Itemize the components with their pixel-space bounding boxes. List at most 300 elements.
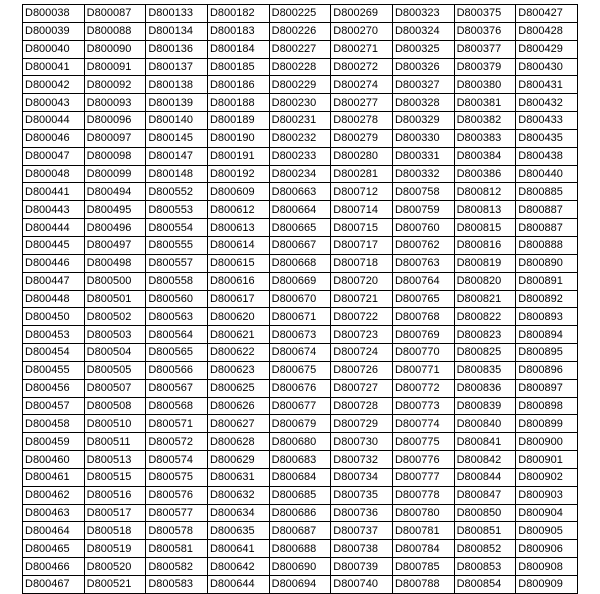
table-cell: D800377 <box>454 40 516 58</box>
table-cell: D800616 <box>207 272 269 290</box>
table-cell: D800729 <box>331 415 393 433</box>
table-cell: D800097 <box>84 129 146 147</box>
table-row <box>23 112 578 130</box>
table-cell: D800822 <box>454 308 516 326</box>
table-cell: D800088 <box>84 22 146 40</box>
table-row <box>23 576 578 594</box>
table-row <box>23 397 578 415</box>
table-cell: D800739 <box>331 558 393 576</box>
table-row <box>23 254 578 272</box>
table-cell: D800230 <box>269 94 331 112</box>
table-cell: D800093 <box>84 94 146 112</box>
table-cell: D800270 <box>331 22 393 40</box>
table-cell: D800558 <box>146 272 208 290</box>
table-cell: D800096 <box>84 112 146 130</box>
table-cell: D800684 <box>269 468 331 486</box>
table-cell: D800384 <box>454 147 516 165</box>
table-cell: D800513 <box>84 451 146 469</box>
table-cell: D800560 <box>146 290 208 308</box>
table-cell: D800147 <box>146 147 208 165</box>
table-cell: D800763 <box>392 254 454 272</box>
table-cell: D800819 <box>454 254 516 272</box>
table-cell: D800232 <box>269 129 331 147</box>
table-cell: D800515 <box>84 468 146 486</box>
table-cell: D800732 <box>331 451 393 469</box>
table-cell: D800785 <box>392 558 454 576</box>
table-row <box>23 468 578 486</box>
table-cell: D800450 <box>23 308 85 326</box>
table-row <box>23 94 578 112</box>
table-cell: D800568 <box>146 397 208 415</box>
table-cell: D800683 <box>269 451 331 469</box>
table-cell: D800453 <box>23 326 85 344</box>
table-cell: D800677 <box>269 397 331 415</box>
table-cell: D800895 <box>516 344 578 362</box>
table-cell: D800571 <box>146 415 208 433</box>
table-cell: D800825 <box>454 344 516 362</box>
table-cell: D800736 <box>331 504 393 522</box>
table-cell: D800500 <box>84 272 146 290</box>
table-cell: D800670 <box>269 290 331 308</box>
table-cell: D800893 <box>516 308 578 326</box>
table-cell: D800448 <box>23 290 85 308</box>
table-cell: D800137 <box>146 58 208 76</box>
table-cell: D800554 <box>146 219 208 237</box>
table-row <box>23 486 578 504</box>
table-row <box>23 558 578 576</box>
table-row <box>23 290 578 308</box>
table-cell: D800092 <box>84 76 146 94</box>
table-cell: D800835 <box>454 361 516 379</box>
table-cell: D800887 <box>516 219 578 237</box>
table-cell: D800614 <box>207 236 269 254</box>
table-cell: D800381 <box>454 94 516 112</box>
table-cell: D800553 <box>146 201 208 219</box>
table-cell: D800191 <box>207 147 269 165</box>
table-cell: D800494 <box>84 183 146 201</box>
table-cell: D800040 <box>23 40 85 58</box>
table-cell: D800226 <box>269 22 331 40</box>
table-cell: D800507 <box>84 379 146 397</box>
table-cell: D800609 <box>207 183 269 201</box>
table-cell: D800430 <box>516 58 578 76</box>
table-cell: D800903 <box>516 486 578 504</box>
table-cell: D800760 <box>392 219 454 237</box>
table-cell: D800900 <box>516 433 578 451</box>
table-cell: D800145 <box>146 129 208 147</box>
table-cell: D800386 <box>454 165 516 183</box>
table-cell: D800091 <box>84 58 146 76</box>
table-cell: D800622 <box>207 344 269 362</box>
table-cell: D800898 <box>516 397 578 415</box>
table-cell: D800836 <box>454 379 516 397</box>
table-cell: D800815 <box>454 219 516 237</box>
table-cell: D800432 <box>516 94 578 112</box>
table-cell: D800433 <box>516 112 578 130</box>
table-cell: D800582 <box>146 558 208 576</box>
table-row <box>23 147 578 165</box>
table-cell: D800758 <box>392 183 454 201</box>
table-cell: D800087 <box>84 5 146 23</box>
table-cell: D800274 <box>331 76 393 94</box>
table-cell: D800717 <box>331 236 393 254</box>
table-cell: D800331 <box>392 147 454 165</box>
table-cell: D800279 <box>331 129 393 147</box>
table-cell: D800464 <box>23 522 85 540</box>
table-cell: D800897 <box>516 379 578 397</box>
table-cell: D800139 <box>146 94 208 112</box>
table-row <box>23 183 578 201</box>
table-cell: D800769 <box>392 326 454 344</box>
table-cell: D800687 <box>269 522 331 540</box>
table-cell: D800272 <box>331 58 393 76</box>
table-cell: D800724 <box>331 344 393 362</box>
table-cell: D800462 <box>23 486 85 504</box>
table-cell: D800441 <box>23 183 85 201</box>
table-cell: D800503 <box>84 326 146 344</box>
table-cell: D800851 <box>454 522 516 540</box>
table-cell: D800186 <box>207 76 269 94</box>
table-cell: D800227 <box>269 40 331 58</box>
table-cell: D800190 <box>207 129 269 147</box>
table-cell: D800686 <box>269 504 331 522</box>
table-cell: D800663 <box>269 183 331 201</box>
table-cell: D800577 <box>146 504 208 522</box>
table-cell: D800625 <box>207 379 269 397</box>
table-cell: D800850 <box>454 504 516 522</box>
table-cell: D800644 <box>207 576 269 594</box>
table-cell: D800098 <box>84 147 146 165</box>
table-cell: D800778 <box>392 486 454 504</box>
table-cell: D800628 <box>207 433 269 451</box>
table-cell: D800445 <box>23 236 85 254</box>
table-cell: D800612 <box>207 201 269 219</box>
table-cell: D800723 <box>331 326 393 344</box>
table-cell: D800225 <box>269 5 331 23</box>
table-cell: D800133 <box>146 5 208 23</box>
table-row <box>23 236 578 254</box>
table-row <box>23 451 578 469</box>
table-cell: D800508 <box>84 397 146 415</box>
table-cell: D800740 <box>331 576 393 594</box>
table-cell: D800498 <box>84 254 146 272</box>
table-cell: D800847 <box>454 486 516 504</box>
table-cell: D800679 <box>269 415 331 433</box>
table-cell: D800047 <box>23 147 85 165</box>
table-cell: D800278 <box>331 112 393 130</box>
table-row <box>23 540 578 558</box>
table-cell: D800443 <box>23 201 85 219</box>
table-cell: D800771 <box>392 361 454 379</box>
table-cell: D800229 <box>269 76 331 94</box>
table-cell: D800680 <box>269 433 331 451</box>
table-cell: D800465 <box>23 540 85 558</box>
table-cell: D800768 <box>392 308 454 326</box>
table-cell: D800581 <box>146 540 208 558</box>
table-cell: D800821 <box>454 290 516 308</box>
table-cell: D800382 <box>454 112 516 130</box>
table-cell: D800555 <box>146 236 208 254</box>
table-cell: D800376 <box>454 22 516 40</box>
table-cell: D800134 <box>146 22 208 40</box>
table-cell: D800231 <box>269 112 331 130</box>
table-row <box>23 344 578 362</box>
table-cell: D800048 <box>23 165 85 183</box>
table-cell: D800043 <box>23 94 85 112</box>
table-cell: D800620 <box>207 308 269 326</box>
table-cell: D800735 <box>331 486 393 504</box>
table-cell: D800738 <box>331 540 393 558</box>
table-row <box>23 433 578 451</box>
table-cell: D800676 <box>269 379 331 397</box>
table-cell: D800039 <box>23 22 85 40</box>
table-cell: D800438 <box>516 147 578 165</box>
table-cell: D800675 <box>269 361 331 379</box>
document-id-table <box>22 4 578 594</box>
table-row <box>23 379 578 397</box>
table-cell: D800431 <box>516 76 578 94</box>
table-cell: D800820 <box>454 272 516 290</box>
table-cell: D800046 <box>23 129 85 147</box>
table-cell: D800461 <box>23 468 85 486</box>
table-cell: D800840 <box>454 415 516 433</box>
table-cell: D800456 <box>23 379 85 397</box>
table-cell: D800668 <box>269 254 331 272</box>
table-cell: D800816 <box>454 236 516 254</box>
table-cell: D800460 <box>23 451 85 469</box>
table-cell: D800041 <box>23 58 85 76</box>
table-cell: D800688 <box>269 540 331 558</box>
table-cell: D800233 <box>269 147 331 165</box>
table-cell: D800327 <box>392 76 454 94</box>
table-row <box>23 76 578 94</box>
table-cell: D800575 <box>146 468 208 486</box>
table-cell: D800615 <box>207 254 269 272</box>
table-cell: D800446 <box>23 254 85 272</box>
table-cell: D800852 <box>454 540 516 558</box>
table-cell: D800781 <box>392 522 454 540</box>
table-cell: D800721 <box>331 290 393 308</box>
table-cell: D800839 <box>454 397 516 415</box>
table-cell: D800429 <box>516 40 578 58</box>
table-cell: D800519 <box>84 540 146 558</box>
table-cell: D800185 <box>207 58 269 76</box>
table-cell: D800458 <box>23 415 85 433</box>
table-cell: D800823 <box>454 326 516 344</box>
table-cell: D800501 <box>84 290 146 308</box>
table-cell: D800228 <box>269 58 331 76</box>
table-cell: D800502 <box>84 308 146 326</box>
table-cell: D800720 <box>331 272 393 290</box>
table-cell: D800521 <box>84 576 146 594</box>
table-cell: D800565 <box>146 344 208 362</box>
table-cell: D800685 <box>269 486 331 504</box>
table-cell: D800770 <box>392 344 454 362</box>
table-cell: D800567 <box>146 379 208 397</box>
table-cell: D800737 <box>331 522 393 540</box>
table-cell: D800775 <box>392 433 454 451</box>
table-row <box>23 504 578 522</box>
table-cell: D800182 <box>207 5 269 23</box>
table-cell: D800466 <box>23 558 85 576</box>
table-cell: D800626 <box>207 397 269 415</box>
table-cell: D800090 <box>84 40 146 58</box>
table-cell: D800674 <box>269 344 331 362</box>
table-row <box>23 308 578 326</box>
table-cell: D800277 <box>331 94 393 112</box>
table-cell: D800762 <box>392 236 454 254</box>
table-cell: D800890 <box>516 254 578 272</box>
table-cell: D800564 <box>146 326 208 344</box>
table-row <box>23 58 578 76</box>
table-cell: D800777 <box>392 468 454 486</box>
table-cell: D800138 <box>146 76 208 94</box>
table-cell: D800427 <box>516 5 578 23</box>
table-cell: D800765 <box>392 290 454 308</box>
table-cell: D800908 <box>516 558 578 576</box>
table-cell: D800184 <box>207 40 269 58</box>
table-cell: D800428 <box>516 22 578 40</box>
table-cell: D800888 <box>516 236 578 254</box>
table-cell: D800641 <box>207 540 269 558</box>
table-row <box>23 165 578 183</box>
table-cell: D800694 <box>269 576 331 594</box>
table-row <box>23 415 578 433</box>
table-cell: D800617 <box>207 290 269 308</box>
table-cell: D800631 <box>207 468 269 486</box>
table-row <box>23 361 578 379</box>
table-cell: D800447 <box>23 272 85 290</box>
table-cell: D800906 <box>516 540 578 558</box>
table-cell: D800495 <box>84 201 146 219</box>
table-cell: D800896 <box>516 361 578 379</box>
table-cell: D800504 <box>84 344 146 362</box>
table-cell: D800774 <box>392 415 454 433</box>
table-cell: D800099 <box>84 165 146 183</box>
table-cell: D800664 <box>269 201 331 219</box>
table-cell: D800788 <box>392 576 454 594</box>
table-cell: D800281 <box>331 165 393 183</box>
table-cell: D800328 <box>392 94 454 112</box>
table-cell: D800042 <box>23 76 85 94</box>
table-cell: D800038 <box>23 5 85 23</box>
table-cell: D800375 <box>454 5 516 23</box>
table-cell: D800667 <box>269 236 331 254</box>
table-cell: D800583 <box>146 576 208 594</box>
table-cell: D800904 <box>516 504 578 522</box>
table-cell: D800518 <box>84 522 146 540</box>
table-cell: D800623 <box>207 361 269 379</box>
table-cell: D800332 <box>392 165 454 183</box>
table-cell: D800326 <box>392 58 454 76</box>
table-cell: D800901 <box>516 451 578 469</box>
table-cell: D800576 <box>146 486 208 504</box>
table-cell: D800271 <box>331 40 393 58</box>
table-cell: D800435 <box>516 129 578 147</box>
table-cell: D800440 <box>516 165 578 183</box>
table-cell: D800578 <box>146 522 208 540</box>
table-cell: D800776 <box>392 451 454 469</box>
table-cell: D800844 <box>454 468 516 486</box>
table-cell: D800690 <box>269 558 331 576</box>
table-cell: D800894 <box>516 326 578 344</box>
table-row <box>23 22 578 40</box>
table-cell: D800463 <box>23 504 85 522</box>
table-cell: D800467 <box>23 576 85 594</box>
table-cell: D800642 <box>207 558 269 576</box>
table-cell: D800812 <box>454 183 516 201</box>
table-cell: D800566 <box>146 361 208 379</box>
table-cell: D800497 <box>84 236 146 254</box>
table-row <box>23 201 578 219</box>
table-cell: D800671 <box>269 308 331 326</box>
table-row <box>23 129 578 147</box>
table-cell: D800726 <box>331 361 393 379</box>
table-cell: D800673 <box>269 326 331 344</box>
table-cell: D800627 <box>207 415 269 433</box>
table-cell: D800557 <box>146 254 208 272</box>
table-cell: D800188 <box>207 94 269 112</box>
table-cell: D800192 <box>207 165 269 183</box>
table-cell: D800516 <box>84 486 146 504</box>
table-cell: D800712 <box>331 183 393 201</box>
table-cell: D800780 <box>392 504 454 522</box>
table-cell: D800613 <box>207 219 269 237</box>
table-cell: D800383 <box>454 129 516 147</box>
table-cell: D800574 <box>146 451 208 469</box>
table-row <box>23 522 578 540</box>
table-cell: D800841 <box>454 433 516 451</box>
table-cell: D800773 <box>392 397 454 415</box>
table-cell: D800764 <box>392 272 454 290</box>
table-cell: D800891 <box>516 272 578 290</box>
table-cell: D800140 <box>146 112 208 130</box>
table-row <box>23 219 578 237</box>
table-cell: D800902 <box>516 468 578 486</box>
table-cell: D800510 <box>84 415 146 433</box>
table-cell: D800234 <box>269 165 331 183</box>
table-cell: D800727 <box>331 379 393 397</box>
table-cell: D800572 <box>146 433 208 451</box>
table-cell: D800813 <box>454 201 516 219</box>
table-cell: D800330 <box>392 129 454 147</box>
table-cell: D800148 <box>146 165 208 183</box>
table-body <box>23 5 578 594</box>
table-cell: D800728 <box>331 397 393 415</box>
table-cell: D800455 <box>23 361 85 379</box>
table-cell: D800759 <box>392 201 454 219</box>
table-cell: D800905 <box>516 522 578 540</box>
table-cell: D800715 <box>331 219 393 237</box>
table-row <box>23 5 578 23</box>
table-cell: D800842 <box>454 451 516 469</box>
table-cell: D800784 <box>392 540 454 558</box>
table-cell: D800325 <box>392 40 454 58</box>
table-cell: D800044 <box>23 112 85 130</box>
table-cell: D800892 <box>516 290 578 308</box>
table-cell: D800665 <box>269 219 331 237</box>
table-cell: D800329 <box>392 112 454 130</box>
table-cell: D800635 <box>207 522 269 540</box>
table-cell: D800730 <box>331 433 393 451</box>
table-cell: D800718 <box>331 254 393 272</box>
table-cell: D800454 <box>23 344 85 362</box>
table-cell: D800189 <box>207 112 269 130</box>
table-cell: D800520 <box>84 558 146 576</box>
table-cell: D800722 <box>331 308 393 326</box>
table-cell: D800379 <box>454 58 516 76</box>
table-cell: D800853 <box>454 558 516 576</box>
